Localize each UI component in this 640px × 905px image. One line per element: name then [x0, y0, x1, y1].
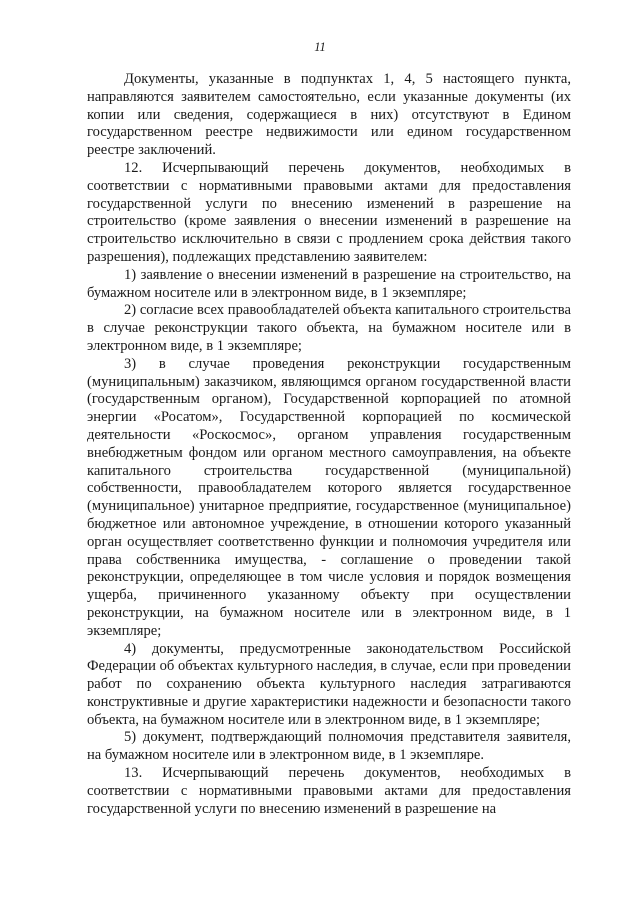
list-item-4: 4) документы, предусмотренные законодательством Российской Федерации об объектах культурного наследия, в случае, если при проведении работ по сохранению объекта культурного наследия затрагиваются конструктивные и другие характеристики надежности и безопасности такого объекта, на бумажном носителе или в электронном виде, в 1 экземпляре; — [87, 640, 571, 728]
paragraph-item-12: 12. Исчерпывающий перечень документов, необходимых в соответствии с нормативными правовыми актами для предоставления государственной услуги по внесению изменений в разрешение на строительство (кроме заявления о внесении изменений в разрешение на строительство исключительно в связи с продлением срока действия такого разрешения), подлежащих представлению заявителем: — [87, 159, 571, 265]
page-number: 11 — [314, 40, 326, 54]
list-item-1: 1) заявление о внесении изменений в разрешение на строительство, на бумажном носителе или в электронном виде, в 1 экземпляре; — [87, 266, 571, 301]
list-item-3: 3) в случае проведения реконструкции государственным (муниципальным) заказчиком, являющимся органом государственной власти (государственным органом), Государственной корпорацией по атомной энергии «Росатом», Государственной корпорацией по космической деятельности «Роскосмос», органом управления государственным внебюджетным фондом или органом местного самоуправления, на объекте капитального строительства государственной (муниципальной) собственности, правообладателем которого является государственное (муниципальное) унитарное предприятие, государственное (муниципальное) бюджетное или автономное учреждение, в отношении которого указанный орган осуществляет соответственно функции и полномочия учредителя или права собственника имущества, - соглашение о проведении такой реконструкции, определяющее в том числе условия и порядок возмещения ущерба, причиненного указанному объекту при осуществлении реконструкции, на бумажном носителе или в электронном виде, в 1 экземпляре; — [87, 355, 571, 639]
list-item-2: 2) согласие всех правообладателей объекта капитального строительства в случае реконструкции такого объекта, на бумажном носителе или в электронном виде, в 1 экземпляре; — [87, 302, 571, 354]
list-item-5: 5) документ, подтверждающий полномочия представителя заявителя, на бумажном носителе или в электронном виде, в 1 экземпляре. — [87, 729, 571, 764]
document-body — [87, 71, 571, 818]
paragraph-item-13: 13. Исчерпывающий перечень документов, необходимых в соответствии с нормативными правовыми актами для предоставления государственной услуги по внесению изменений в разрешение на — [87, 765, 571, 817]
paragraph-documents-note: Документы, указанные в подпунктах 1, 4, 5 настоящего пункта, направляются заявителем самостоятельно, если указанные документы (их копии или сведения, содержащиеся в них) отсутствуют в Едином государственном реестре недвижимости или едином государственном реестре заключений. — [87, 71, 571, 159]
